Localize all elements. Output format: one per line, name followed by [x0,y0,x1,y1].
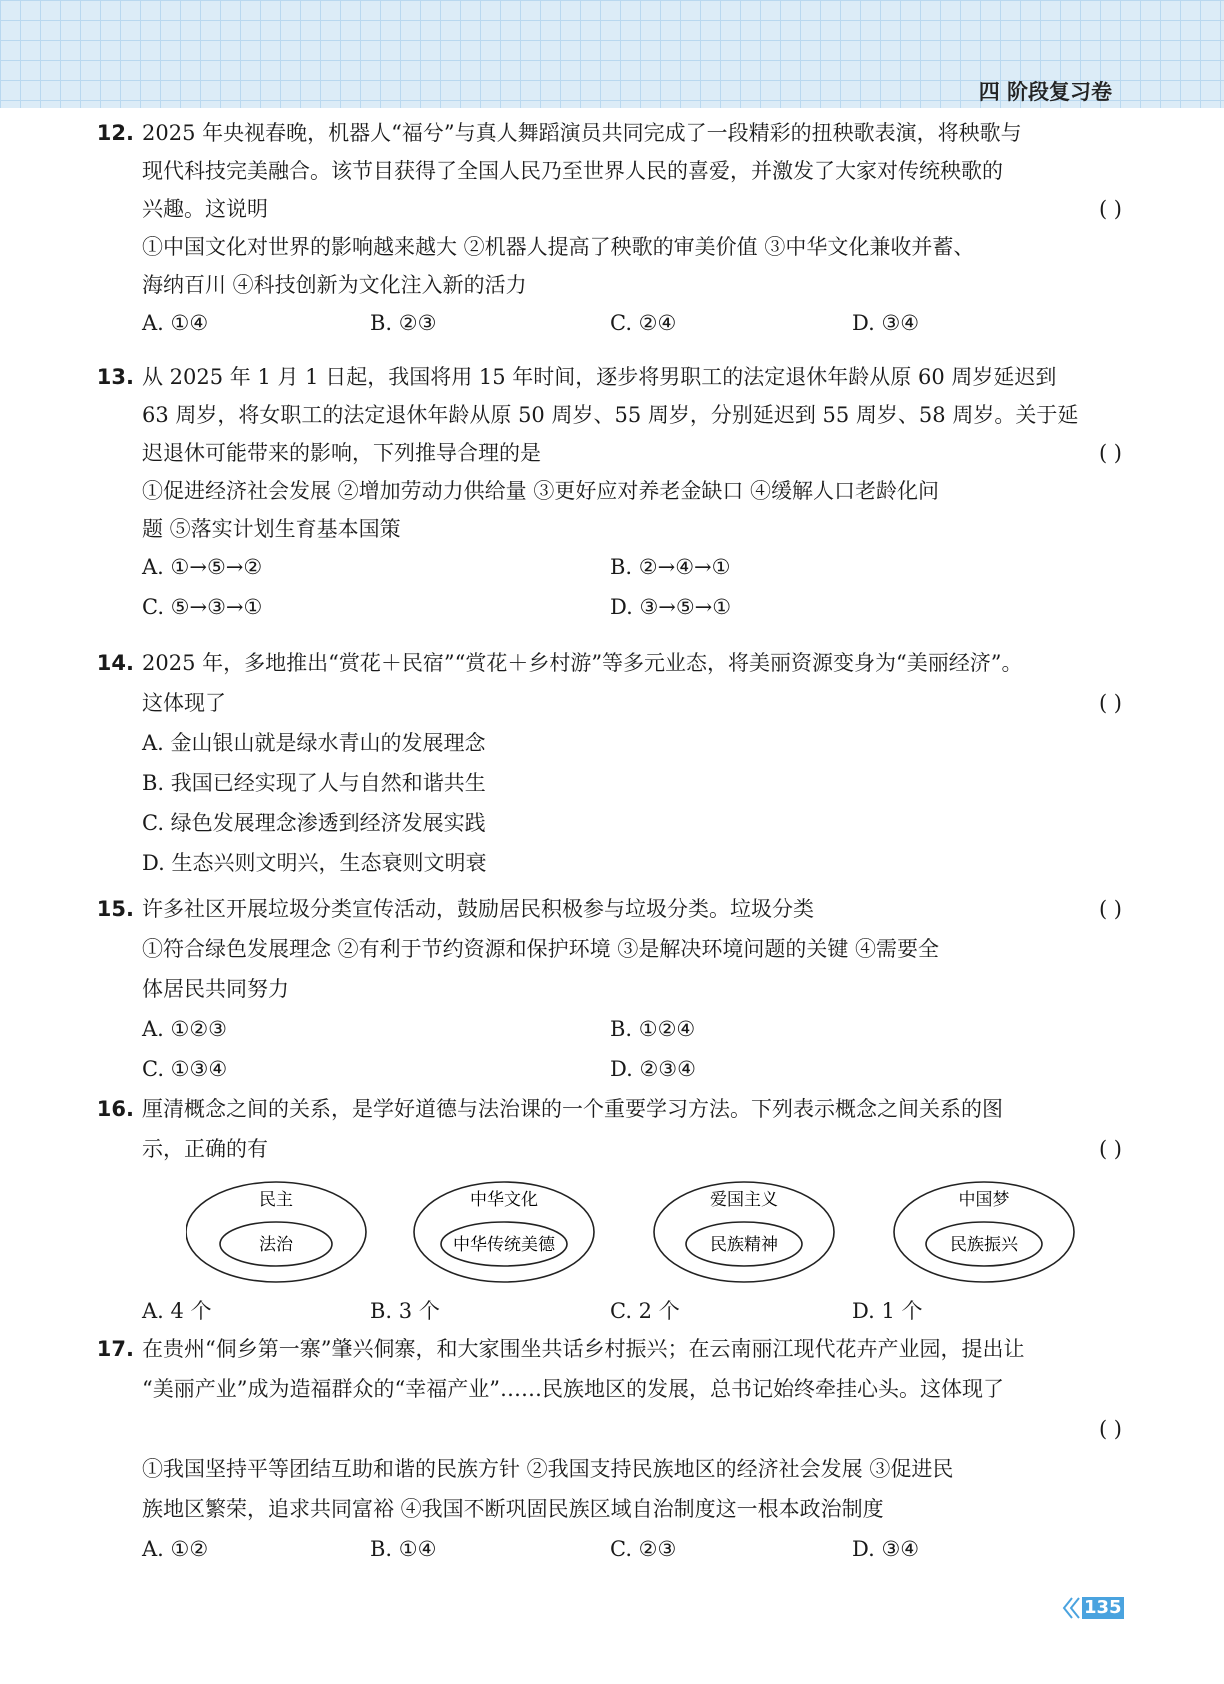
option-b: B. 3 个 [370,1299,440,1323]
option-b: B. ①②④ [610,1017,696,1041]
option-c: C. ②③ [610,1537,677,1561]
question-12-line-2: 现代科技完美融合。该节目获得了全国人民乃至世界人民的喜爱，并激发了大家对传统秧歌的 [142,159,1003,183]
diagram-2 [414,1182,594,1282]
question-12-line-3: 兴趣。这说明 ( ) [142,190,1122,228]
question-16-line-2: 示，正确的有 ( ) [142,1130,1122,1168]
question-14-option-b: B. 我国已经实现了人与自然和谐共生 [142,771,486,795]
section-title: 四 阶段复习卷 [978,80,1112,104]
question-15-statement-1: ①符合绿色发展理念 ②有利于节约资源和保护环境 ③是解决环境问题的关键 ④需要全 [142,937,940,961]
option-c: C. ②④ [610,311,677,335]
diagram-2-outer-label: 中华文化 [470,1190,538,1209]
question-15-statement-2: 体居民共同努力 [142,977,289,1001]
option-a: A. 4 个 [142,1299,212,1323]
option-b: B. ②→④→① [610,555,731,579]
question-17-line-1: 17. 在贵州“侗乡第一寨”肇兴侗寨，和大家围坐共话乡村振兴；在云南丽江现代花卉产业园，提出让 [142,1330,1122,1368]
diagram-1-inner-label: 法治 [259,1235,293,1254]
question-12-statement-1: ①中国文化对世界的影响越来越大 ②机器人提高了秧歌的审美价值 ③中华文化兼收并蓄、 [142,235,975,259]
diagram-4-inner-label: 民族振兴 [950,1235,1018,1254]
option-d: D. 1 个 [852,1299,923,1323]
question-17-statement-2: 族地区繁荣，追求共同富裕 ④我国不断巩固民族区域自治制度这一根本政治制度 [142,1497,884,1521]
answer-bracket: ( ) [1098,197,1122,221]
answer-bracket: ( ) [1098,897,1122,921]
answer-bracket: ( ) [1098,441,1122,465]
question-13-line-3: 迟退休可能带来的影响，下列推导合理的是 ( ) [142,434,1122,472]
answer-bracket: ( ) [1098,1137,1122,1161]
question-15-line-1: 15. 许多社区开展垃圾分类宣传活动，鼓励居民积极参与垃圾分类。垃圾分类 ( ) [142,890,1122,928]
question-number: 13. [96,365,134,389]
question-number: 17. [96,1337,134,1361]
diagram-3-inner-label: 民族精神 [710,1235,778,1254]
question-number: 12. [96,121,134,145]
option-d: D. ③→⑤→① [610,595,732,619]
option-a: A. ①②③ [142,1017,227,1041]
question-13-statement-2: 题 ⑤落实计划生育基本国策 [142,517,401,541]
question-12-line-1: 12. 2025 年央视春晚，机器人“福兮”与真人舞蹈演员共同完成了一段精彩的扭秧歌表演，将秧歌与 [142,114,1122,152]
diagram-1-outer-label: 民主 [259,1190,293,1209]
diagram-3-outer-label: 爱国主义 [710,1190,778,1209]
question-16-line-1: 16. 厘清概念之间的关系，是学好道德与法治课的一个重要学习方法。下列表示概念之间关系的图 [142,1090,1122,1128]
question-12-statement-2: 海纳百川 ④科技创新为文化注入新的活力 [142,273,527,297]
question-14-option-d: D. 生态兴则文明兴，生态衰则文明衰 [142,851,487,875]
diagram-2-inner-label: 中华传统美德 [453,1235,555,1254]
question-number: 14. [96,651,134,675]
option-d: D. ③④ [852,1537,920,1561]
question-14-line-1: 14. 2025 年，多地推出“赏花＋民宿”“赏花＋乡村游”等多元业态，将美丽资源变身为“美丽经济”。 [142,644,1122,682]
question-14-option-a: A. 金山银山就是绿水青山的发展理念 [142,731,486,755]
question-number: 15. [96,897,134,921]
option-c: C. ①③④ [142,1057,228,1081]
option-d: D. ③④ [852,311,920,335]
question-number: 16. [96,1097,134,1121]
question-13-line-1: 13. 从 2025 年 1 月 1 日起，我国将用 15 年时间，逐步将男职工的法定退休年龄从原 60 周岁延迟到 [142,358,1122,396]
option-a: A. ①④ [142,311,209,335]
answer-bracket: ( ) [1098,1417,1122,1441]
answer-bracket: ( ) [1098,691,1122,715]
option-d: D. ②③④ [610,1057,696,1081]
option-b: B. ②③ [370,311,437,335]
question-14-option-c: C. 绿色发展理念渗透到经济发展实践 [142,811,486,835]
diagram-4-outer-label: 中国梦 [958,1190,1010,1209]
question-13-line-2: 63 周岁，将女职工的法定退休年龄从原 50 周岁、55 周岁，分别延迟到 55 周岁、58 周岁。关于延 [142,403,1079,427]
option-c: C. 2 个 [610,1299,680,1323]
option-a: A. ①→⑤→② [142,555,263,579]
question-14-line-2: 这体现了 ( ) [142,684,1122,722]
option-c: C. ⑤→③→① [142,595,263,619]
page-number: 135 [1084,1597,1122,1618]
diagram-4 [894,1182,1074,1282]
option-a: A. ①② [142,1537,209,1561]
option-b: B. ①④ [370,1537,437,1561]
question-17-line-2: “美丽产业”成为造福群众的“幸福产业”……民族地区的发展，总书记始终牵挂心头。这体现了 [142,1377,1004,1401]
question-13-statement-1: ①促进经济社会发展 ②增加劳动力供给量 ③更好应对养老金缺口 ④缓解人口老龄化问 [142,479,940,503]
diagram-3 [654,1182,834,1282]
question-17-statement-1: ①我国坚持平等团结互助和谐的民族方针 ②我国支持民族地区的经济社会发展 ③促进民 [142,1457,954,1481]
diagram-1 [186,1182,366,1282]
concept-diagrams [186,1180,1126,1285]
